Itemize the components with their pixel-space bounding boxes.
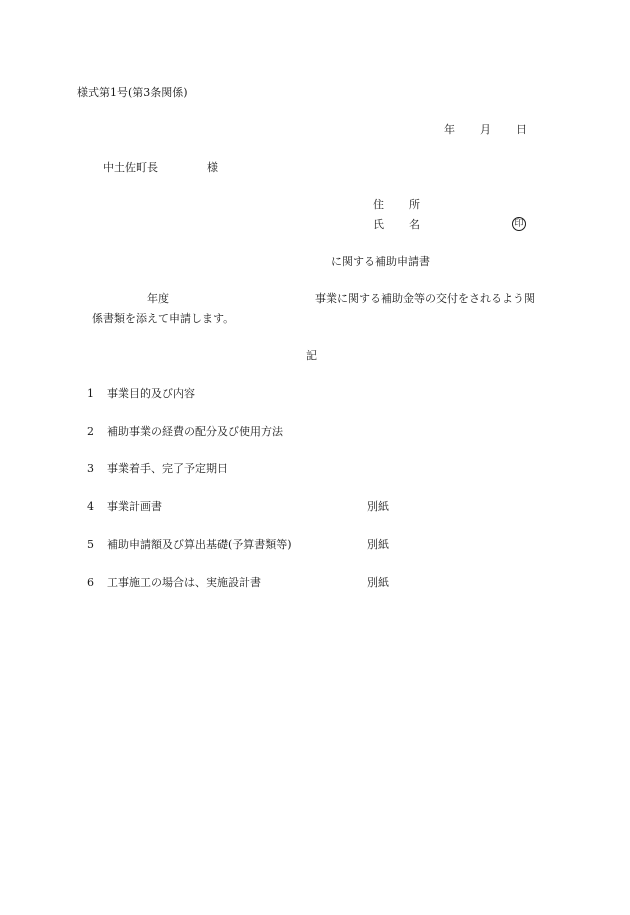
item-text: 事業着手、完了予定期日: [107, 462, 228, 475]
item-text: 工事施工の場合は、実施設計書: [107, 576, 261, 589]
form-number: 様式第1号(第3条関係): [77, 86, 188, 99]
addressee-honorific: 様: [207, 161, 218, 174]
item-number: 5: [87, 538, 94, 551]
form-title: に関する補助申請書: [331, 255, 430, 268]
item-number: 2: [87, 425, 94, 438]
item-number: 4: [87, 500, 94, 513]
seal-mark: 印: [512, 217, 526, 231]
item-text: 補助事業の経費の配分及び使用方法: [107, 425, 283, 438]
item-number: 1: [87, 387, 94, 400]
address-label-1: 住: [373, 198, 384, 211]
item-text: 事業目的及び内容: [107, 387, 195, 400]
fiscal-year-label: 年度: [147, 292, 169, 305]
name-label-2: 名: [409, 218, 420, 231]
date-year-label: 年: [444, 123, 455, 136]
addressee-name: 中土佐町長: [103, 161, 158, 174]
date-day-label: 日: [516, 123, 527, 136]
body-text-line-2: 係書類を添えて申請します。: [92, 312, 235, 325]
item-text: 補助申請額及び算出基礎(予算書類等): [107, 538, 292, 551]
item-note: 別紙: [367, 576, 389, 589]
name-label-1: 氏: [373, 218, 384, 231]
item-text: 事業計画書: [107, 500, 162, 513]
ki-heading: 記: [306, 349, 317, 362]
date-month-label: 月: [480, 123, 491, 136]
item-note: 別紙: [367, 500, 389, 513]
item-number: 6: [87, 576, 94, 589]
address-label-2: 所: [409, 198, 420, 211]
body-text-line-1: 事業に関する補助金等の交付をされるよう関: [315, 292, 535, 305]
item-number: 3: [87, 462, 94, 475]
item-note: 別紙: [367, 538, 389, 551]
